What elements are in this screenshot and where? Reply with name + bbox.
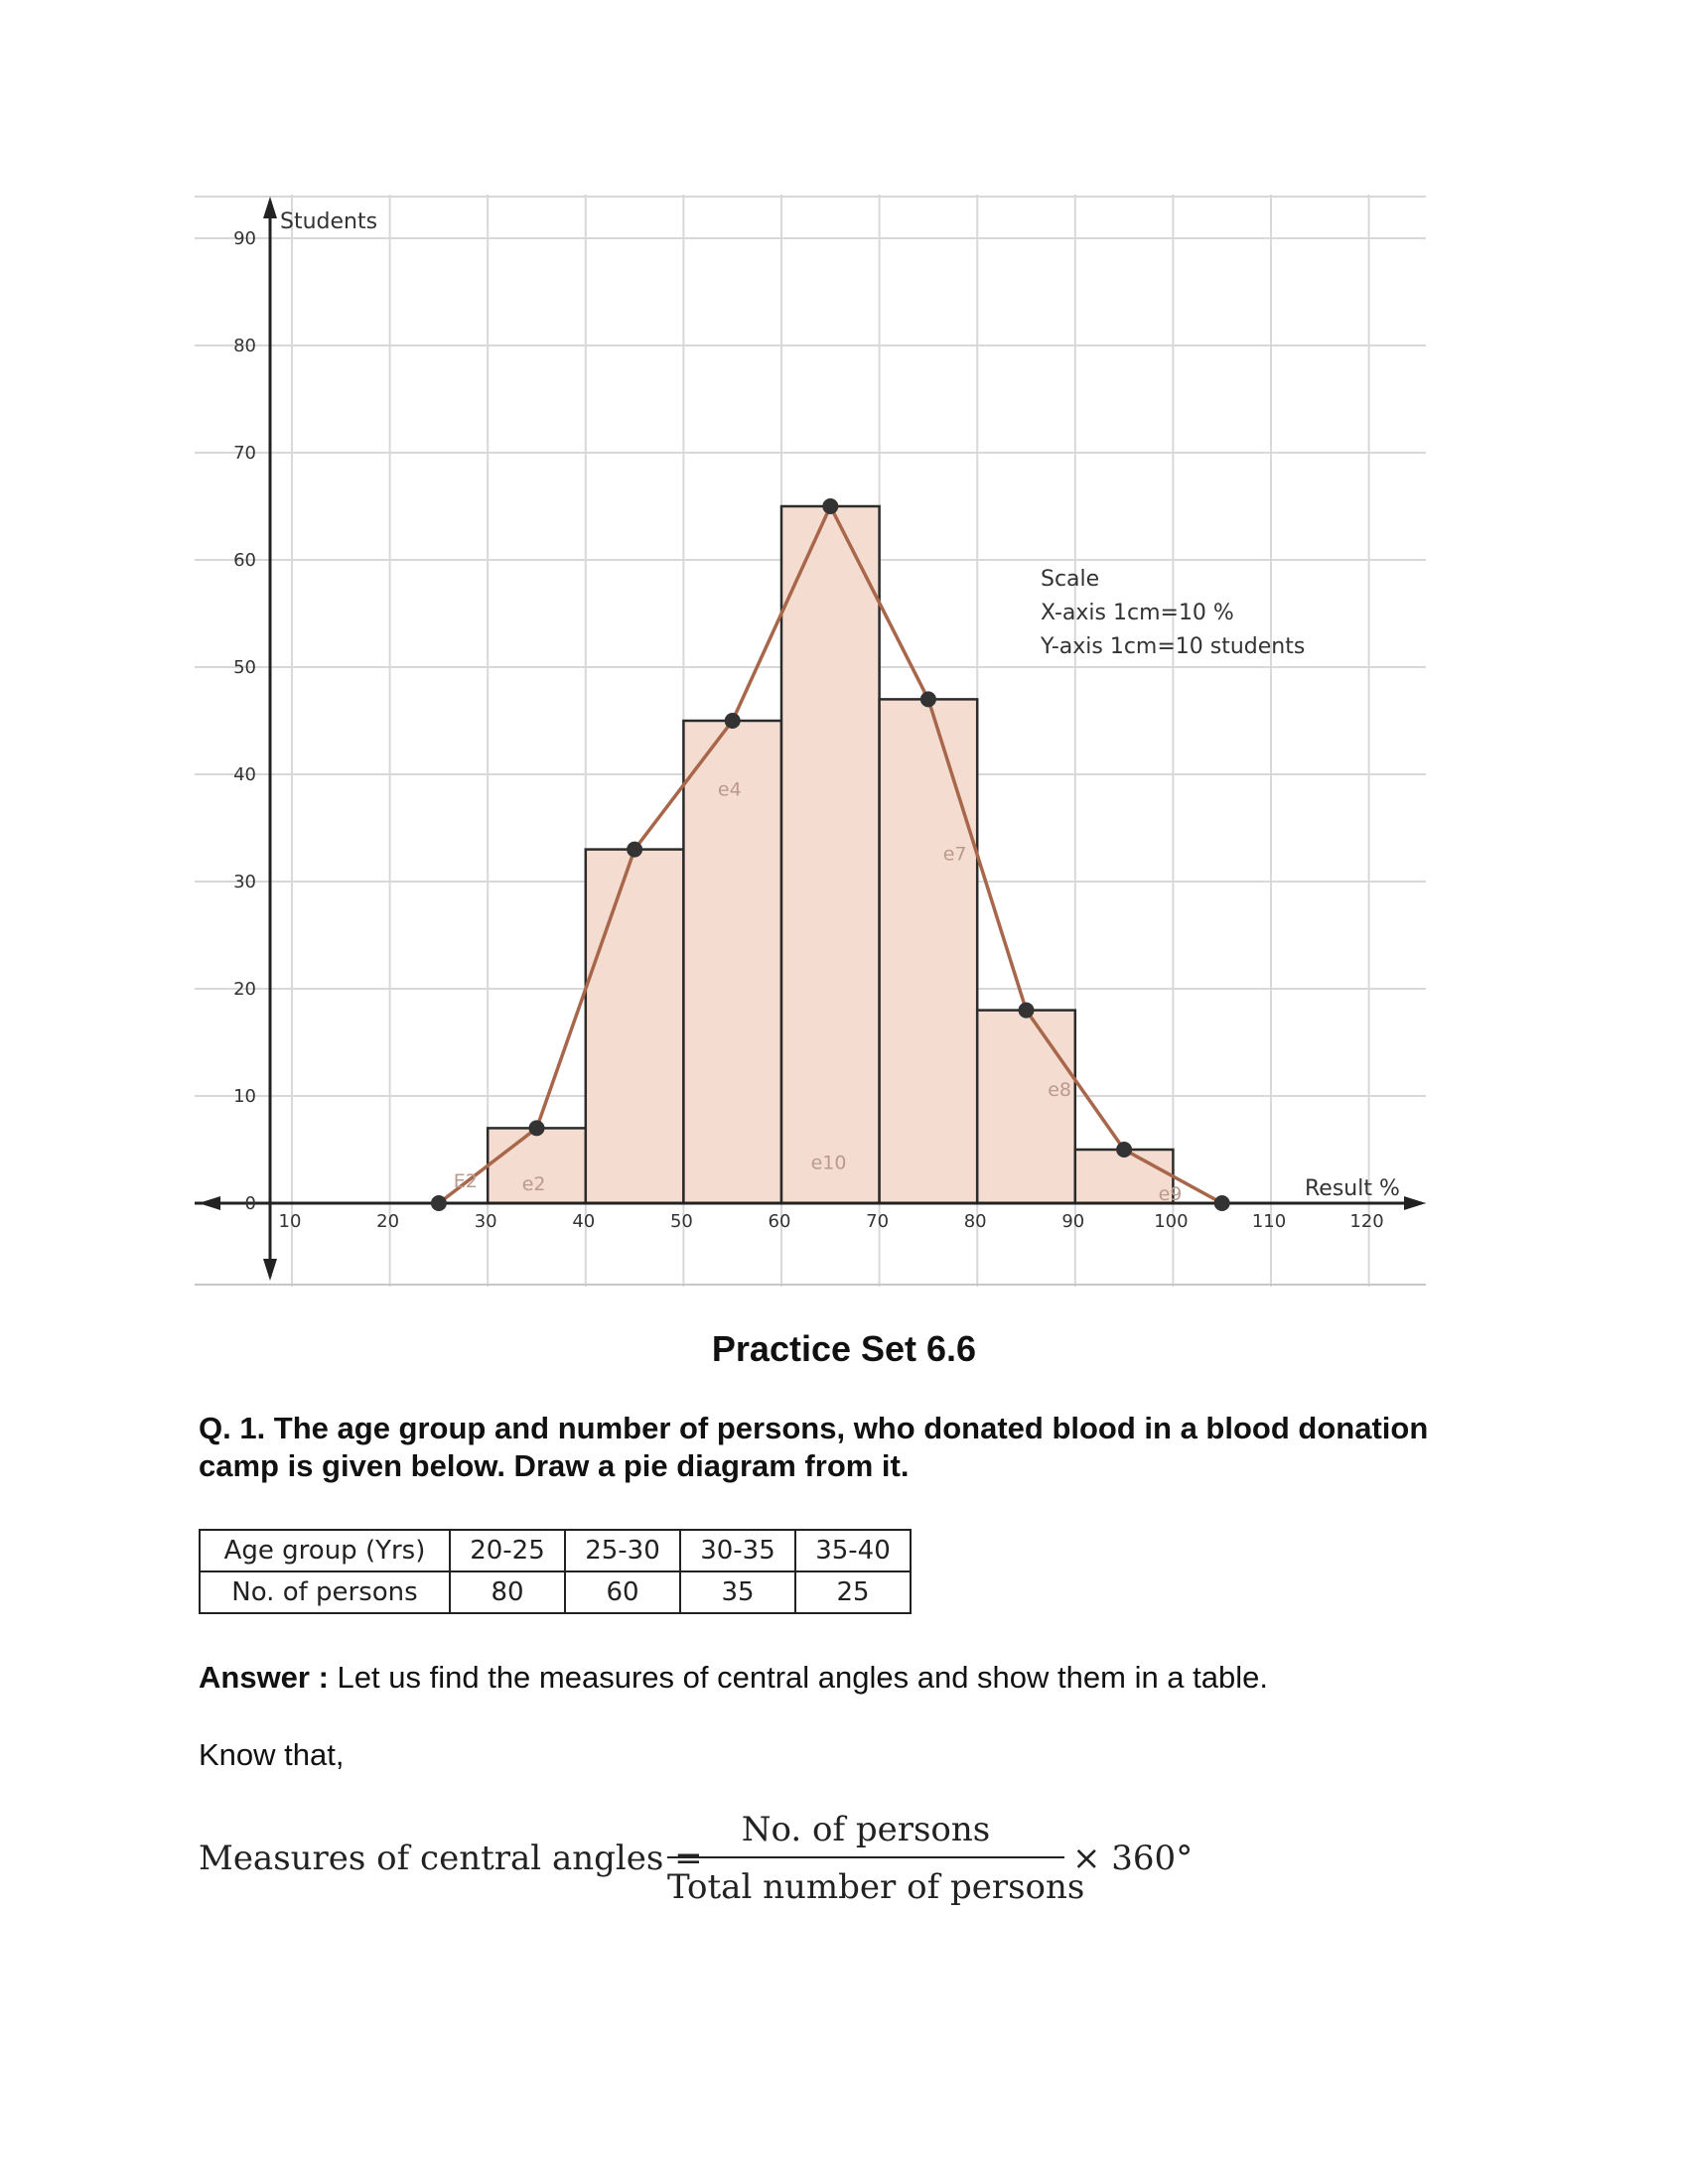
table-header-age-group: Age group (Yrs) (200, 1530, 450, 1571)
table-cell: 60 (565, 1571, 680, 1613)
age-group-table (199, 1529, 912, 1614)
edge-annotation: e4 (717, 778, 742, 801)
scale-note-line-1: Scale (1041, 567, 1100, 592)
table-row (200, 1530, 911, 1571)
know-that-text: Know that, (199, 1737, 345, 1772)
y-tick-label: 0 (244, 1193, 256, 1214)
polygon-point (1019, 1003, 1035, 1019)
y-tick-label: 40 (233, 764, 256, 785)
histogram-chart (195, 195, 1436, 1297)
y-tick-label: 50 (233, 657, 256, 678)
formula-rhs: × 360° (1072, 1839, 1194, 1878)
scale-note-line-2: X-axis 1cm=10 % (1041, 601, 1234, 625)
y-axis-label: Students (280, 209, 378, 234)
y-tick-label: 10 (233, 1086, 256, 1107)
y-axis-arrow-up (263, 197, 277, 218)
x-tick-label: 80 (963, 1211, 987, 1232)
x-axis-arrow-right (1404, 1196, 1426, 1210)
y-axis-arrow-down (263, 1259, 277, 1281)
answer-text: Let us find the measures of central angles and show them in a table. (337, 1660, 1268, 1695)
x-tick-label: 60 (768, 1211, 791, 1232)
y-tick-label: 30 (233, 872, 256, 892)
edge-annotation: e10 (810, 1152, 847, 1174)
table-row (200, 1571, 911, 1613)
x-tick-label: 50 (669, 1211, 693, 1232)
x-axis-label: Result % (1305, 1176, 1400, 1201)
edge-annotation: e8 (1048, 1079, 1071, 1101)
formula-lhs: Measures of central angles = (199, 1839, 703, 1878)
x-axis-arrow-left (199, 1196, 220, 1210)
table-cell: 30-35 (680, 1530, 795, 1571)
edge-annotation: E2 (453, 1169, 478, 1192)
formula-numerator: No. of persons (741, 1810, 991, 1849)
histogram-bar (781, 506, 880, 1203)
x-tick-label: 70 (866, 1211, 890, 1232)
histogram-bar (977, 1011, 1075, 1203)
x-tick-label: 90 (1061, 1211, 1085, 1232)
polygon-point (920, 691, 936, 707)
polygon-point (1116, 1142, 1132, 1158)
edge-annotation: e9 (1158, 1182, 1183, 1205)
table-cell: 25 (795, 1571, 911, 1613)
y-tick-label: 80 (233, 336, 256, 356)
histogram-bar (880, 699, 978, 1203)
table-cell: 20-25 (450, 1530, 565, 1571)
polygon-point (822, 498, 838, 514)
table-cell: 80 (450, 1571, 565, 1613)
polygon-point (627, 842, 642, 858)
x-tick-label: 20 (376, 1211, 400, 1232)
y-tick-label: 70 (233, 443, 256, 464)
y-tick-label: 20 (233, 979, 256, 1000)
answer-paragraph (199, 1660, 1268, 1696)
table-cell: 25-30 (565, 1530, 680, 1571)
practice-set-title: Practice Set 6.6 (711, 1328, 977, 1369)
edge-annotation: e2 (521, 1173, 546, 1196)
fraction-bar (667, 1856, 1064, 1858)
histogram-bar (586, 850, 684, 1203)
answer-label: Answer : (199, 1660, 329, 1695)
x-tick-label: 110 (1251, 1211, 1287, 1232)
polygon-point (431, 1195, 447, 1211)
polygon-point (1214, 1195, 1230, 1211)
y-tick-label: 90 (233, 228, 256, 249)
x-tick-label: 100 (1154, 1211, 1189, 1232)
formula-denominator: Total number of persons (667, 1867, 1085, 1907)
polygon-point (529, 1120, 545, 1136)
scale-note-line-3: Y-axis 1cm=10 students (1041, 634, 1306, 659)
polygon-point (725, 713, 741, 729)
x-tick-label: 120 (1349, 1211, 1384, 1232)
table-cell: 35-40 (795, 1530, 911, 1571)
x-tick-label: 10 (278, 1211, 302, 1232)
edge-annotation: e7 (942, 843, 967, 866)
formula-fraction (667, 1805, 1085, 1912)
question-text: Q. 1. The age group and number of persons, who donated blood in a blood donation camp is given below. Draw a pie diagram from it. (199, 1411, 1429, 1483)
x-tick-label: 40 (572, 1211, 596, 1232)
y-tick-label: 60 (233, 550, 256, 571)
table-cell: 35 (680, 1571, 795, 1613)
table-header-persons: No. of persons (200, 1571, 450, 1613)
x-tick-label: 30 (474, 1211, 497, 1232)
